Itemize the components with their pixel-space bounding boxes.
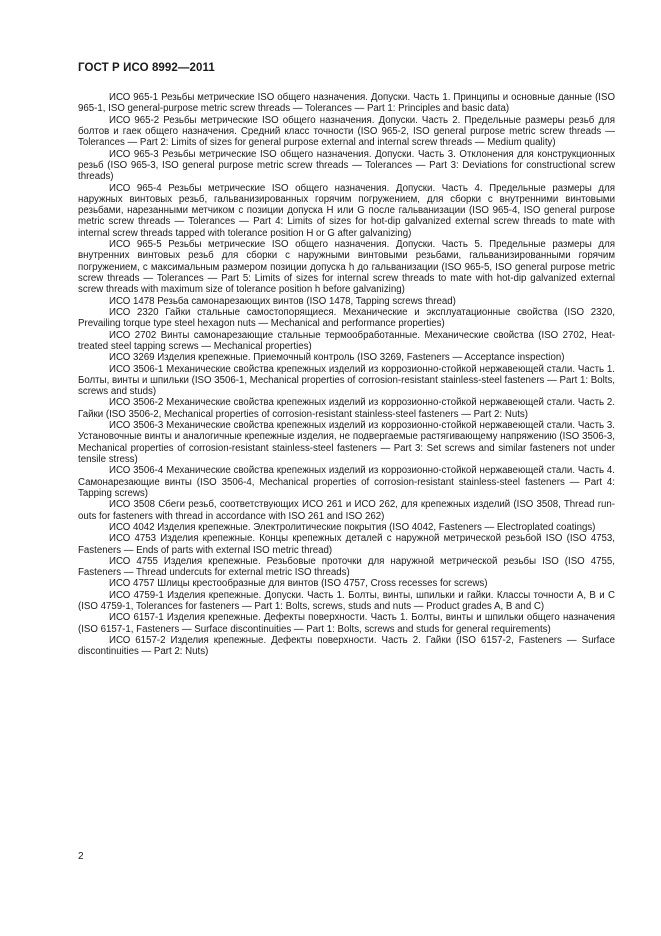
- reference-item: ИСО 4757 Шлицы крестообразные для винтов (ISO 4757, Cross recesses for screws): [109, 578, 488, 590]
- reference-item: ИСО 965-1 Резьбы метрические ISO общего назначения. Допуски. Часть 1. Принципы и основные данные (ISO 965-1, ISO general-purpose metric screw threads — Tolerances — Part 1: Principles and basic data): [78, 92, 615, 115]
- page-number: 2: [78, 851, 84, 862]
- reference-item: ИСО 4753 Изделия крепежные. Концы крепежных деталей с наружной метрической резьбой ISO (ISO 4753, Fasteners — Ends of parts with external ISO metric thread): [78, 533, 615, 556]
- reference-item: ИСО 965-3 Резьбы метрические ISO общего назначения. Допуски. Часть 3. Отклонения для конструкционных резьб (ISO 965-3, ISO general purpose metric screw threads — Tolerances — Part 3: Deviations for constructional screw threads): [78, 148, 615, 183]
- reference-item: ИСО 6157-2 Изделия крепежные. Дефекты поверхности. Часть 2. Гайки (ISO 6157-2, Fasteners — Surface discontinuities — Part 2: Nuts): [78, 635, 615, 658]
- reference-item: ИСО 965-5 Резьбы метрические ISO общего назначения. Допуски. Часть 5. Предельные размеры для внутренних винтовых резьб для сборки с наружными винтовыми резьбами, гальванизированными горячим погружением, с максимальным размером позиции допуска h до гальванизации (ISO 965-5, ISO general purpose metric screw threads — Tolerances — Part 5: Limits of sizes for internal screw threads to mate with hot-dip galvanized external screw threads with maximum size of tolerance position h before galvanizing): [78, 239, 615, 296]
- reference-item: ИСО 1478 Резьба самонарезающих винтов (ISO 1478, Tapping screws thread): [109, 295, 456, 307]
- document-header: ГОСТ Р ИСО 8992—2011: [78, 62, 215, 74]
- reference-item: ИСО 965-4 Резьбы метрические ISO общего назначения. Допуски. Часть 4. Предельные размеры для наружных винтовых резьб, гальванизированных горячим погружением, для сборки с внутренними винтовыми резьбами, нарезанными метчиком с позиции допуска H или G после гальванизации (ISO 965-4, ISO general purpose metric screw threads — Tolerances — Part 4: Limits of sizes for hot-dip galvanized external screw threads to mate with internal screw threads tapped with tolerance position H or G after galvanizing): [78, 182, 615, 239]
- reference-item: ИСО 2320 Гайки стальные самостопорящиеся. Механические и эксплуатационные свойства (ISO 2320, Prevailing torque type steel hexagon nuts — Mechanical and performance properties): [78, 306, 615, 330]
- reference-item: ИСО 4759-1 Изделия крепежные. Допуски. Часть 1. Болты, винты, шпильки и гайки. Классы точности A, B и C (ISO 4759-1, Tolerances for fasteners — Part 1: Bolts, screws, studs and nuts — Product grades A, B and C): [78, 589, 615, 613]
- reference-item: ИСО 2702 Винты самонарезающие стальные термообработанные. Механические свойства (ISO 2702, Heat-treated steel tapping screws — Mechanical properties): [78, 329, 615, 352]
- reference-item: ИСО 3506-2 Механические свойства крепежных изделий из коррозионно-стойкой нержавеющей стали. Часть 2. Гайки (ISO 3506-2, Mechanical properties of corrosion-resistant stainless-steel fasteners — Part 2: Nuts): [78, 397, 615, 420]
- reference-item: ИСО 3506-4 Механические свойства крепежных изделий из коррозионно-стойкой нержавеющей стали. Часть 4. Самонарезающие винты (ISO 3506-4, Mechanical properties of corrosion-resistant stainless-steel fasteners — Part 4: Tapping screws): [78, 465, 615, 499]
- reference-item: ИСО 3506-1 Механические свойства крепежных изделий из коррозионно-стойкой нержавеющей стали. Часть 1. Болты, винты и шпильки (ISO 3506-1, Mechanical properties of corrosion-resistant stainless-steel fasteners — Part 1: Bolts, screws and studs): [78, 363, 615, 398]
- references-list: [78, 92, 615, 658]
- reference-item: ИСО 3508 Сбеги резьб, соответствующих ИСО 261 и ИСО 262, для крепежных изделий (ISO 3508, Thread run-outs for fasteners with thread in accordance with ISO 261 and ISO 262): [78, 499, 615, 522]
- reference-item: ИСО 4042 Изделия крепежные. Электролитические покрытия (ISO 4042, Fasteners — Electroplated coatings): [109, 521, 596, 533]
- reference-item: ИСО 4755 Изделия крепежные. Резьбовые проточки для наружной метрической резьбы ISO (ISO 4755, Fasteners — Thread undercuts for external metric ISO threads): [78, 555, 615, 579]
- reference-item: ИСО 3506-3 Механические свойства крепежных изделий из коррозионно-стойкой нержавеющей стали. Часть 3. Установочные винты и аналогичные крепежные изделия, не подвергаемые растягивающему напряжению (ISO 3506-3, Mechanical properties of corrosion-resistant stainless-steel fasteners — Part 3: Set screws and similar fasteners not under tensile stress): [78, 420, 615, 465]
- reference-item: ИСО 6157-1 Изделия крепежные. Дефекты поверхности. Часть 1. Болты, винты и шпильки общего назначения (ISO 6157-1, Fasteners — Surface discontinuities — Part 1: Bolts, screws and studs for general requirements): [78, 612, 615, 635]
- reference-item: ИСО 965-2 Резьбы метрические ISO общего назначения. Допуски. Часть 2. Предельные размеры резьб для болтов и гаек общего назначения. Средний класс точности (ISO 965-2, ISO general purpose metric screw threads — Tolerances — Part 2: Limits of sizes for general purpose external and internal screw threads — Medium quality): [78, 114, 615, 149]
- reference-item: ИСО 3269 Изделия крепежные. Приемочный контроль (ISO 3269, Fasteners — Acceptance inspection): [109, 352, 565, 364]
